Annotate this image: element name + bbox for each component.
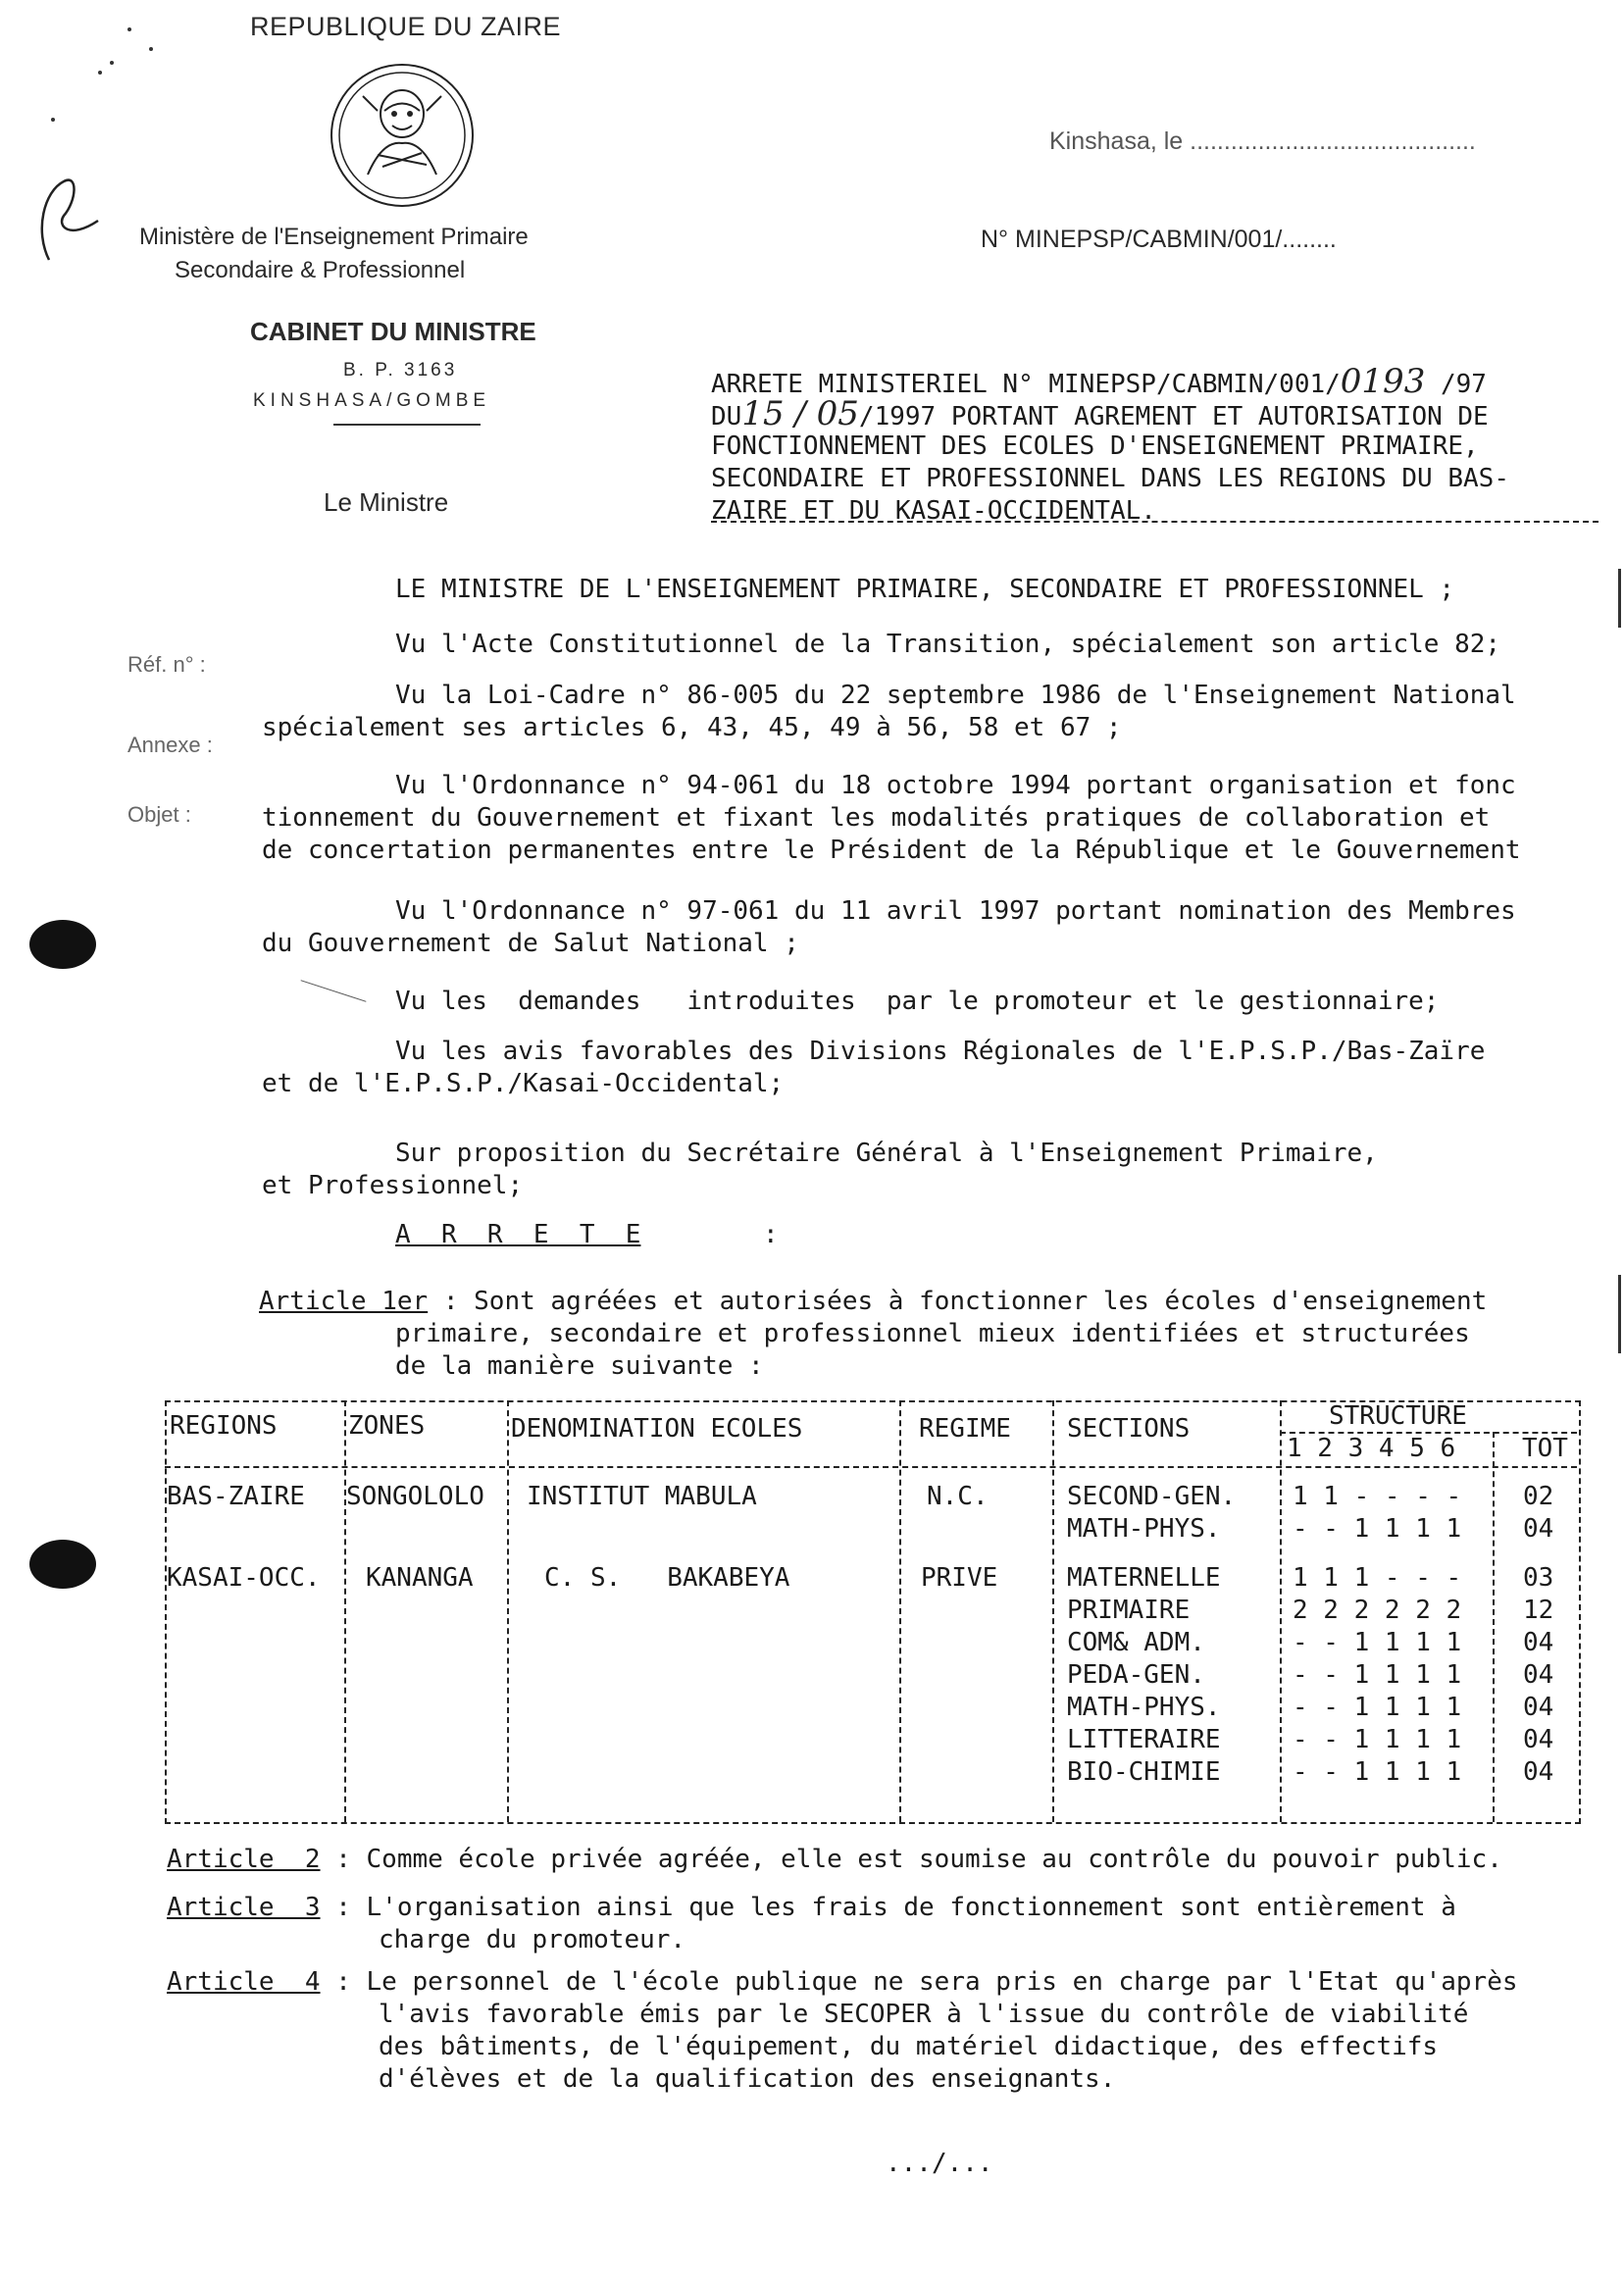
header-structure-years: 1 2 3 4 5 6	[1287, 1434, 1456, 1463]
section-name: SECOND-GEN.	[1067, 1482, 1237, 1511]
considerant-1: Vu l'Acte Constitutionnel de la Transition, spécialement son article 82;	[395, 630, 1501, 659]
considerant-6b: et de l'E.P.S.P./Kasai-Occidental;	[262, 1069, 785, 1098]
structure-value: 2 2 2 2 2 2	[1293, 1596, 1462, 1625]
tot-value: 04	[1523, 1660, 1554, 1690]
structure-value: - - 1 1 1 1	[1293, 1693, 1462, 1722]
col-divider	[899, 1400, 901, 1822]
bp-address: B. P. 3163	[343, 360, 458, 380]
structure-value: - - 1 1 1 1	[1293, 1725, 1462, 1754]
header-structure: STRUCTURE	[1329, 1401, 1467, 1431]
city-address: KINSHASA/GOMBE	[253, 390, 491, 411]
table-cell-regime: PRIVE	[921, 1563, 998, 1593]
article-3-line-2: charge du promoteur.	[379, 1925, 686, 1954]
arrete-title-line-1: ARRETE MINISTERIEL N° MINEPSP/CABMIN/001/0193 /97	[711, 362, 1487, 401]
table-cell-structure	[1293, 1562, 1461, 1789]
considerant-3a: Vu l'Ordonnance n° 94-061 du 18 octobre 1994 portant organisation et fonc	[395, 771, 1516, 800]
header-regions: REGIONS	[170, 1411, 278, 1441]
table-cell-sections	[1067, 1481, 1236, 1546]
handwritten-date: 15 / 05	[741, 394, 859, 433]
considerant-2b: spécialement ses articles 6, 43, 45, 49 à 56, 58 et 67 ;	[262, 713, 1122, 742]
article-4-line-3: des bâtiments, de l'équipement, du matériel didactique, des effectifs	[379, 2032, 1439, 2061]
article-4-line-1: Article 4 : Le personnel de l'école publique ne sera pris en charge par l'Etat qu'après	[167, 1967, 1518, 1997]
table-cell-ecole: C. S. BAKABEYA	[544, 1563, 790, 1593]
article-1-line-3: de la manière suivante :	[395, 1351, 764, 1381]
reference-number: N° MINEPSP/CABMIN/001/........	[981, 226, 1337, 253]
scan-speck	[149, 47, 153, 51]
article-4-label: Article 4	[167, 1967, 321, 1997]
table-cell-region: BAS-ZAIRE	[167, 1482, 305, 1511]
table-cell-tot	[1523, 1481, 1553, 1546]
article-3-line-1: Article 3 : L'organisation ainsi que les frais de fonctionnement sont entièrement à	[167, 1893, 1456, 1922]
continued-marker: .../...	[886, 2149, 993, 2178]
table-cell-structure	[1293, 1481, 1461, 1546]
considerant-6a: Vu les avis favorables des Divisions Régionales de l'E.P.S.P./Bas-Zaïre	[395, 1037, 1486, 1066]
article-4-line-2: l'avis favorable émis par le SECOPER à l'issue du contrôle de viabilité	[379, 2000, 1469, 2029]
annexe-label: Annexe :	[127, 733, 213, 757]
objet-label: Objet :	[127, 802, 191, 827]
tot-value: 02	[1523, 1482, 1554, 1511]
section-name: MATH-PHYS.	[1067, 1693, 1221, 1722]
row-divider	[165, 1466, 1577, 1468]
considerant-2a: Vu la Loi-Cadre n° 86-005 du 22 septembre 1986 de l'Enseignement National	[395, 681, 1516, 710]
arrete-title-line-5: ZAIRE ET DU KASAI-OCCIDENTAL.	[711, 496, 1156, 526]
structure-value: - - 1 1 1 1	[1293, 1514, 1462, 1544]
arrete-colon: :	[763, 1220, 779, 1249]
pen-stroke	[301, 980, 367, 1002]
tot-value: 03	[1523, 1563, 1554, 1593]
considerant-3c: de concertation permanentes entre le Président de la République et le Gouvernement	[262, 836, 1521, 865]
section-name: PEDA-GEN.	[1067, 1660, 1205, 1690]
tot-value: 04	[1523, 1757, 1554, 1787]
tot-value: 04	[1523, 1514, 1554, 1544]
proposition-a: Sur proposition du Secrétaire Général à l'Enseignement Primaire,	[395, 1139, 1378, 1168]
title-underline	[711, 521, 1599, 523]
considerant-4a: Vu l'Ordonnance n° 97-061 du 11 avril 1997 portant nomination des Membres	[395, 896, 1516, 926]
arrete-title-line-2: DU15 / 05/1997 PORTANT AGREMENT ET AUTORISATION DE	[711, 394, 1489, 433]
punch-hole	[29, 1540, 96, 1589]
republic-title: REPUBLIQUE DU ZAIRE	[250, 12, 562, 41]
structure-value: 1 1 - - - -	[1293, 1482, 1462, 1511]
handwritten-number: 0193	[1340, 362, 1426, 401]
article-4-line-4: d'élèves et de la qualification des enseignants.	[379, 2064, 1116, 2094]
article-1-line-2: primaire, secondaire et professionnel mieux identifiées et structurées	[395, 1319, 1470, 1348]
ministry-line-2: Secondaire & Professionnel	[175, 257, 466, 283]
scan-speck	[51, 118, 55, 122]
col-divider	[1493, 1432, 1495, 1822]
section-name: MATERNELLE	[1067, 1563, 1221, 1593]
tot-value: 04	[1523, 1628, 1554, 1657]
arrete-title-line-4: SECONDAIRE ET PROFESSIONNEL DANS LES REGIONS DU BAS-	[711, 464, 1509, 493]
article-2: Article 2 : Comme école privée agréée, elle est soumise au contrôle du pouvoir public.	[167, 1845, 1502, 1874]
section-name: PRIMAIRE	[1067, 1596, 1191, 1625]
preamble-title: LE MINISTRE DE L'ENSEIGNEMENT PRIMAIRE, SECONDAIRE ET PROFESSIONNEL ;	[395, 575, 1455, 604]
structure-value: - - 1 1 1 1	[1293, 1757, 1462, 1787]
considerant-5: Vu les demandes introduites par le promoteur et le gestionnaire;	[395, 987, 1440, 1016]
table-cell-ecole: INSTITUT MABULA	[527, 1482, 757, 1511]
scan-speck	[110, 61, 114, 65]
col-divider	[1052, 1400, 1054, 1822]
tot-value: 04	[1523, 1725, 1554, 1754]
cabinet-title: CABINET DU MINISTRE	[250, 317, 536, 346]
header-sections: SECTIONS	[1067, 1414, 1191, 1444]
structure-value: 1 1 1 - - -	[1293, 1563, 1462, 1593]
punch-hole	[29, 920, 96, 969]
ref-label: Réf. n° :	[127, 652, 206, 677]
section-name: COM& ADM.	[1067, 1628, 1205, 1657]
tot-value: 04	[1523, 1693, 1554, 1722]
section-name: LITTERAIRE	[1067, 1725, 1221, 1754]
article-1-label: Article 1er	[259, 1287, 429, 1316]
section-name: BIO-CHIMIE	[1067, 1757, 1221, 1787]
article-3-label: Article 3	[167, 1893, 321, 1922]
article-1-line-1: Article 1er : Sont agréées et autorisées à fonctionner les écoles d'enseignement	[259, 1287, 1488, 1316]
proposition-b: et Professionnel;	[262, 1171, 524, 1200]
header-divider	[333, 424, 481, 426]
table-cell-region: KASAI-OCC.	[167, 1563, 321, 1593]
arrete-heading: A R R E T E	[395, 1220, 641, 1249]
considerant-4b: du Gouvernement de Salut National ;	[262, 929, 799, 958]
header-zones: ZONES	[348, 1411, 426, 1441]
header-regime: REGIME	[919, 1414, 1011, 1444]
minister-label: Le Ministre	[324, 487, 449, 517]
header-tot: TOT	[1522, 1434, 1568, 1463]
header-denomination: DENOMINATION ECOLES	[511, 1414, 803, 1444]
table-cell-zone: SONGOLOLO	[346, 1482, 484, 1511]
table-cell-tot	[1523, 1562, 1553, 1789]
table-cell-zone: KANANGA	[366, 1563, 474, 1593]
col-divider	[507, 1400, 509, 1822]
handwritten-initial	[29, 162, 118, 270]
col-divider	[344, 1400, 346, 1822]
arrete-title-line-3: FONCTIONNEMENT DES ECOLES D'ENSEIGNEMENT PRIMAIRE,	[711, 431, 1479, 461]
ministry-line-1: Ministère de l'Enseignement Primaire	[139, 224, 529, 250]
col-divider	[1280, 1400, 1282, 1822]
scan-edge-mark	[1618, 1275, 1621, 1353]
structure-value: - - 1 1 1 1	[1293, 1660, 1462, 1690]
scan-edge-mark	[1618, 569, 1621, 628]
scan-speck	[127, 27, 131, 31]
place-date: Kinshasa, le ..........................................	[1049, 127, 1476, 155]
article-2-label: Article 2	[167, 1845, 321, 1874]
table-cell-regime: N.C.	[927, 1482, 989, 1511]
national-seal-emblem	[324, 57, 481, 214]
table-cell-sections	[1067, 1562, 1221, 1789]
tot-value: 12	[1523, 1596, 1554, 1625]
considerant-3b: tionnement du Gouvernement et fixant les modalités pratiques de collaboration et	[262, 803, 1491, 833]
structure-value: - - 1 1 1 1	[1293, 1628, 1462, 1657]
section-name: MATH-PHYS.	[1067, 1514, 1221, 1544]
scan-speck	[98, 71, 102, 75]
